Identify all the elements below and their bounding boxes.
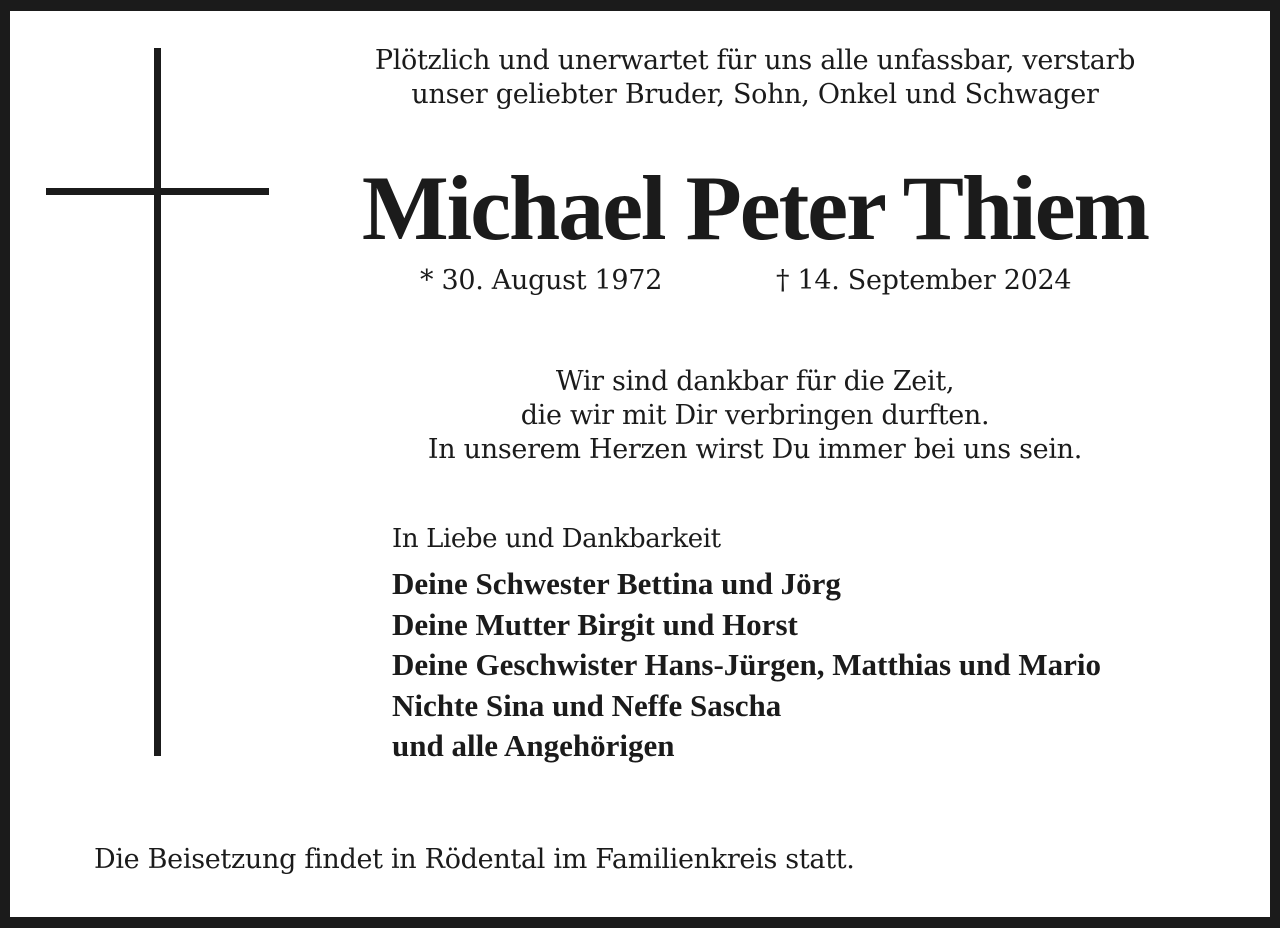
signature-intro: In Liebe und Dankbarkeit: [392, 524, 721, 554]
intro-line: Plötzlich und unerwartet für uns alle unfassbar, verstarb: [374, 45, 1136, 76]
funeral-note: Die Beisetzung findet in Rödental im Familienkreis statt.: [94, 844, 855, 875]
cross-vertical-bar: [154, 48, 161, 756]
verse-line: die wir mit Dir verbringen durften.: [520, 400, 990, 431]
mourner-entry: und alle Angehörigen: [392, 728, 675, 763]
mourners-list: [392, 564, 1101, 767]
death-date: † 14. September 2024: [776, 265, 1072, 296]
mourner-entry: Deine Schwester Bettina und Jörg: [392, 566, 841, 601]
verse-line: Wir sind dankbar für die Zeit,: [555, 366, 955, 397]
birth-date: * 30. August 1972: [420, 265, 663, 296]
intro-text: [320, 44, 1190, 112]
memorial-verse: [320, 365, 1190, 467]
mourner-entry: Deine Mutter Birgit und Horst: [392, 606, 798, 642]
mourner-entry: Nichte Sina und Neffe Sascha: [392, 687, 782, 723]
cross-horizontal-bar: [46, 188, 269, 195]
deceased-name: Michael Peter Thiem: [361, 157, 1149, 259]
intro-line: unser geliebter Bruder, Sohn, Onkel und Schwager: [411, 79, 1099, 110]
mourner-entry: Deine Geschwister Hans-Jürgen, Matthias und Mario: [392, 647, 1101, 682]
verse-line: In unserem Herzen wirst Du immer bei uns sein.: [427, 434, 1083, 465]
